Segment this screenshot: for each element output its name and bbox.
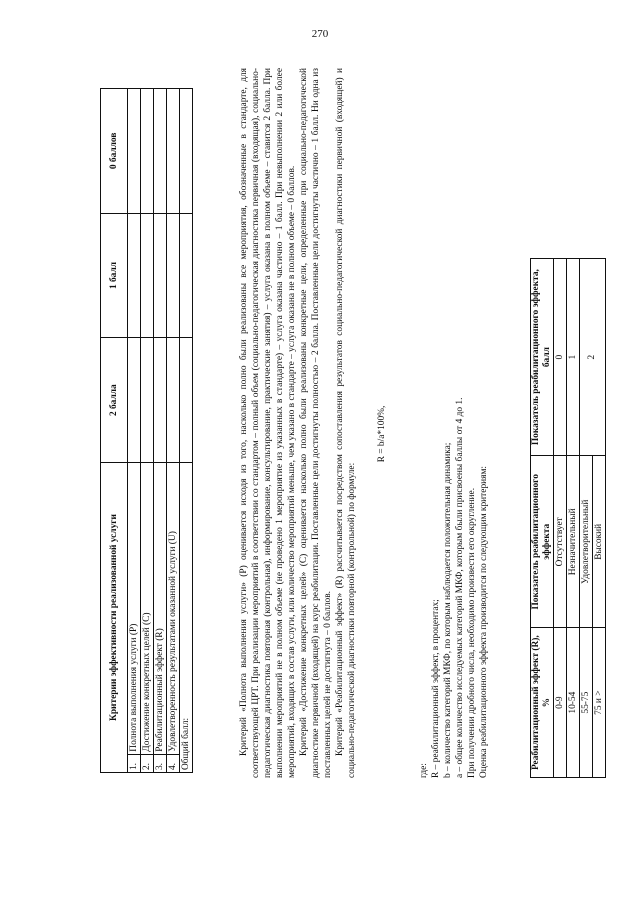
criteria-header-main: Критерии эффективности реализованной услуги xyxy=(101,463,128,773)
row-number: 2. xyxy=(141,754,154,772)
criteria-intro: Оценка реабилитационного эффекта производится по следующим критериям: xyxy=(479,466,490,778)
empty-cell xyxy=(167,89,180,214)
row-number: 1. xyxy=(128,754,141,772)
empty-cell xyxy=(141,338,154,463)
paragraph-goals: Критерий «Достижение конкретных целей» (С) оценивается насколько полно были реализованы конкретные цели, определенные при социально-педагогической диагностике первичной (входящей) на курс реабилитации. Поставленные цели достигнуты полностью – 2 балла. Поставленные цели достигнуты частично – 1 балл. Ни одна из поставленных целей не достигнута – 0 баллов. xyxy=(299,68,334,778)
row-label: Удовлетворенность результатами оказанной услуги (U) xyxy=(167,463,180,755)
table-row xyxy=(167,89,180,773)
table-row xyxy=(154,89,167,773)
criteria-header-2: 2 балла xyxy=(101,338,128,463)
rotated-page-content xyxy=(60,50,604,818)
empty-cell xyxy=(128,338,141,463)
table-row xyxy=(128,89,141,773)
effect-score: 2 xyxy=(579,259,605,456)
effect-header-row xyxy=(531,259,554,778)
effect-header-indicator: Показатель реабилитационного эффекта xyxy=(531,456,554,628)
criteria-header-1: 1 балл xyxy=(101,213,128,338)
definition-r: R – реабилитационный эффект, в процентах; xyxy=(431,599,442,778)
empty-cell xyxy=(128,89,141,214)
empty-cell xyxy=(154,89,167,214)
row-label: Реабилитационный эффект (R) xyxy=(154,463,167,755)
row-label: Полнота выполнения услуги (Р) xyxy=(128,463,141,755)
table-row xyxy=(141,89,154,773)
definition-a: а – общее количество исследуемых категорий МКФ, которым были присвоены баллы от 4 до 1. xyxy=(455,397,466,778)
formula: R = b/a*100%, xyxy=(377,405,387,463)
effect-score: 0 xyxy=(553,259,566,456)
empty-cell xyxy=(141,213,154,338)
empty-cell xyxy=(180,213,193,338)
criteria-header-row xyxy=(101,89,128,773)
row-number: 3. xyxy=(154,754,167,772)
effect-table xyxy=(530,258,606,778)
empty-cell xyxy=(180,89,193,214)
criteria-header-0: 0 баллов xyxy=(101,89,128,214)
empty-cell xyxy=(180,338,193,463)
where-label: где: xyxy=(419,763,429,778)
criteria-table xyxy=(100,88,193,773)
effect-indicator: Незначительный xyxy=(566,456,579,628)
empty-cell xyxy=(154,213,167,338)
paragraph-rehab-effect: Критерий «Реабилитационный эффект» (R) рассчитывается посредством сопоставления результатов социально-педагогической диагностики первичной (входящей) и социально-педагогической диагностики повторной (контрольной) по формуле: xyxy=(335,68,358,778)
empty-cell xyxy=(128,213,141,338)
effect-range: 0-9 xyxy=(553,628,566,778)
table-row xyxy=(579,259,592,778)
effect-indicator: Высокий xyxy=(592,456,605,628)
total-label: Общий балл: xyxy=(180,463,193,773)
table-row xyxy=(553,259,566,778)
empty-cell xyxy=(167,213,180,338)
rounding-note: При получении дробного числа, необходимо произвести его округление. xyxy=(467,487,478,778)
effect-range: 55-75 xyxy=(579,628,592,778)
formula-definitions xyxy=(418,58,490,778)
empty-cell xyxy=(154,338,167,463)
effect-range: 10-54 xyxy=(566,628,579,778)
effect-header-score: Показатель реабилитационного эффекта, балл xyxy=(531,259,554,456)
criteria-description xyxy=(238,68,358,778)
effect-indicator: Удовлетворительный xyxy=(579,456,592,628)
definition-b: b – количество категорий МКФ, по которым наблюдается положительная динамика; xyxy=(443,442,454,778)
effect-indicator: Отсутствует xyxy=(553,456,566,628)
effect-header-range: Реабилитационный эффект (R), % xyxy=(531,628,554,778)
row-number: 4. xyxy=(167,754,180,772)
row-label: Достижение конкретных целей (С) xyxy=(141,463,154,755)
total-row xyxy=(180,89,193,773)
effect-range: 75 и > xyxy=(592,628,605,778)
table-row xyxy=(566,259,579,778)
page-number: 270 xyxy=(311,28,329,40)
paragraph-completeness: Критерий «Полнота выполнения услуги» (Р) оценивается исходя из того, насколько полно были реализованы все мероприятия, обозначенные в стандарте, для соответствующей ЦРТ. При реализации мероприятий в соответствии со стандартом – полный объем (социально-педагогическая диагностика первичная (входящая), социально-педагогическая диагностика повторная (контрольная), информирование, консультирование, практические занятия) – услуга оказана в полном объеме – ставится 2 балла. При выполнении мероприятий не в полном объеме (не проведено 1 мероприятие из указанных в стандарте) – услуга оказана частично – 1 балл. При невыполнении 2 или более мероприятий, входящих в состав услуги, или количество мероприятий меньше, чем указано в стандарте – услуга оказана не в полном объеме – 0 баллов. xyxy=(239,68,298,778)
empty-cell xyxy=(141,89,154,214)
empty-cell xyxy=(167,338,180,463)
effect-score: 1 xyxy=(566,259,579,456)
sheet xyxy=(60,50,604,818)
